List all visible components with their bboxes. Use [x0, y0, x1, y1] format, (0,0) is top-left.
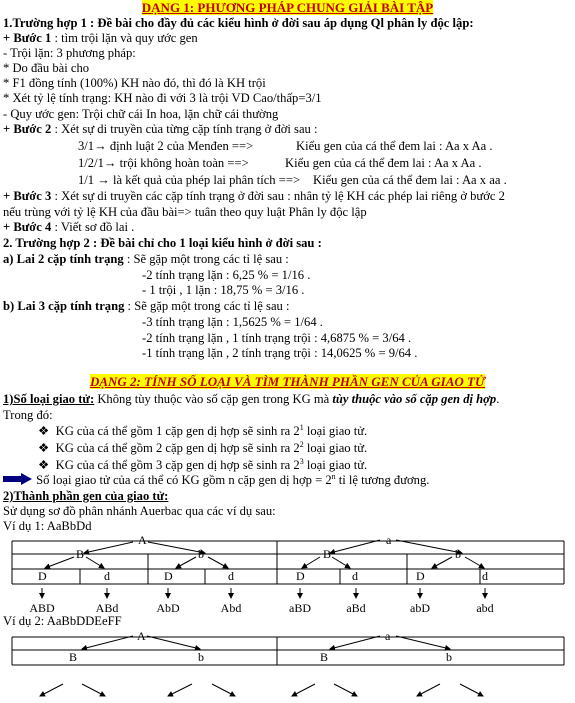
gene-D: D	[164, 569, 173, 583]
gene-b: b	[198, 547, 204, 561]
ratio-1-2-1: 1/2/1→ trội không hoàn toàn ==>	[78, 156, 249, 170]
gene-a: a	[386, 533, 392, 547]
example-1-diagram	[0, 532, 575, 618]
case2b-r2: -2 tính trạng lặn , 1 tính trạng trội : 4,6875 % = 3/64 .	[142, 331, 412, 345]
case2b: b) Lai 3 cặp tính trạng : Sẽ gặp một trong các tỉ lệ sau :	[3, 299, 290, 313]
gamete-aBd: aBd	[346, 601, 366, 615]
gene-B: B	[76, 547, 85, 561]
gamete-Abd: Abd	[220, 601, 242, 615]
step2: + Bước 2 : Xét sự di truyền của từng cặp tính trạng ở đời sau :	[3, 122, 318, 136]
step1: + Bước 1 : tìm trội lặn và quy ước gen	[3, 31, 198, 45]
where-label: Trong đó:	[3, 408, 53, 422]
gene-A: A	[138, 533, 147, 547]
gene-b: b	[198, 650, 204, 664]
gamete-ABd: ABd	[95, 601, 119, 615]
dang2-title: DẠNG 2: TÍNH SỐ LOẠI VÀ TÌM THÀNH PHẦN GEN CỦA GIAO TỬ	[89, 374, 486, 389]
ratio-3-1-genotype: Kiểu gen của cá thể đem lai : Aa x Aa .	[296, 139, 493, 153]
gamete-ABD: ABD	[29, 601, 55, 615]
gene-convention: - Quy ước gen: Trội chữ cái In hoa, lặn chữ cái thường	[3, 107, 279, 121]
step3-cont: nếu trùng với tỷ lệ KH của đầu bài=> tuân theo quy luật Phân ly độc lập	[3, 205, 367, 219]
method-f1: * F1 đồng tính (100%) KH nào đó, thì đó là KH trội	[3, 76, 266, 90]
example-1-label: Ví dụ 1: AaBbDd	[3, 519, 92, 533]
ratio-1-2-1-genotype: Kiểu gen của cá thể đem lai : Aa x Aa .	[285, 156, 482, 170]
case2a: a) Lai 2 cặp tính trạng : Sẽ gặp một trong các tỉ lệ sau :	[3, 252, 289, 266]
method-given: * Do đầu bài cho	[3, 61, 90, 75]
gene-b: b	[455, 547, 461, 561]
example-2-diagram	[0, 628, 575, 703]
rule-2: ❖ KG của cá thể gồm 2 cặp gen dị hợp sẽ sinh ra $2^2$ loại giao tử.	[38, 439, 368, 455]
rule-3: ❖ KG của cá thể gồm 3 cặp gen dị hợp sẽ sinh ra $2^3$ loại giao tử.	[38, 456, 368, 472]
case2-heading: 2. Trường hợp 2 : Đề bài chỉ cho 1 loại kiểu hình ở đời sau :	[3, 236, 322, 250]
gene-d: d	[352, 569, 358, 583]
case1-heading: 1.Trường hợp 1 : Đề bài cho đầy đủ các kiểu hình ở đời sau áp dụng Ql phân ly độc lập:	[3, 16, 474, 30]
dang1-title: DẠNG 1: PHƯƠNG PHÁP CHUNG GIẢI BÀI TẬP	[141, 0, 434, 15]
gene-d: d	[104, 569, 110, 583]
gene-d: d	[228, 569, 234, 583]
diamond-bullet-icon: ❖	[38, 424, 50, 438]
case2b-r3: -1 tính trạng lặn , 2 tính trạng trội : 14,0625 % = 9/64 .	[142, 346, 418, 360]
gene-D: D	[296, 569, 305, 583]
gamete-aBD: aBD	[289, 601, 311, 615]
step3: + Bước 3 : Xét sự di truyền các cặp tính trạng ở đời sau : nhân tỷ lệ KH các phép lai riêng ở bước 2	[3, 189, 505, 203]
gene-D: D	[416, 569, 425, 583]
case2a-r2: - 1 trội , 1 lặn : 18,75 % = 3/16 .	[142, 283, 305, 297]
gene-B: B	[320, 650, 329, 664]
example-2-label: Ví dụ 2: AaBbDDEeFF	[3, 614, 122, 628]
gamete-abD: abD	[410, 601, 430, 615]
auerbach-intro: Sử dụng sơ đồ phân nhánh Auerbac qua các ví dụ sau:	[3, 504, 276, 518]
gamete-count: 1)Số loại giao tử: Không tùy thuộc vào số cặp gen trong KG mà tùy thuộc vào số cặp gen dị hợp.	[3, 392, 500, 406]
gene-d: d	[482, 569, 488, 583]
case2a-r1: -2 tính trạng lặn : 6,25 % = 1/16 .	[142, 268, 311, 282]
ratio-3-1: 3/1→ định luật 2 của Menđen ==>	[78, 139, 254, 153]
step4: + Bước 4 : Viết sơ đồ lai .	[3, 220, 135, 234]
gene-A: A	[137, 629, 146, 643]
gene-a: a	[385, 629, 391, 643]
gamete-AbD: AbD	[156, 601, 180, 615]
ratio-1-1-genotype: Kiểu gen của cá thể đem lai : Aa x aa .	[313, 173, 507, 187]
rule-n: Số loại giao tử của cá thể có KG gồm n cặp gen dị hợp = $2^n$ tỉ lệ tương đương.	[3, 473, 429, 487]
case2b-r1: -3 tính trạng lặn : 1,5625 % = 1/64 .	[142, 315, 323, 329]
gene-b: b	[446, 650, 452, 664]
gene-B: B	[323, 547, 332, 561]
diamond-bullet-icon: ❖	[38, 441, 50, 455]
method-ratio: * Xét tỷ lệ tính trạng: KH nào đi với 3 là trội VD Cao/thấp=3/1	[3, 91, 322, 105]
dominance-methods: - Trội lặn: 3 phương pháp:	[3, 46, 136, 60]
diamond-bullet-icon: ❖	[38, 458, 50, 472]
rule-1: ❖ KG của cá thể gồm 1 cặp gen dị hợp sẽ sinh ra $2^1$ loại giao tử.	[38, 422, 368, 438]
gene-B: B	[69, 650, 78, 664]
gamete-composition: 2)Thành phần gen của giao tử:	[3, 489, 169, 503]
ratio-1-1: 1/1 → là kết quả của phép lai phân tích ==>	[78, 173, 301, 187]
gamete-abd: abd	[476, 601, 494, 615]
gene-D: D	[38, 569, 47, 583]
right-arrow-icon	[3, 473, 33, 485]
